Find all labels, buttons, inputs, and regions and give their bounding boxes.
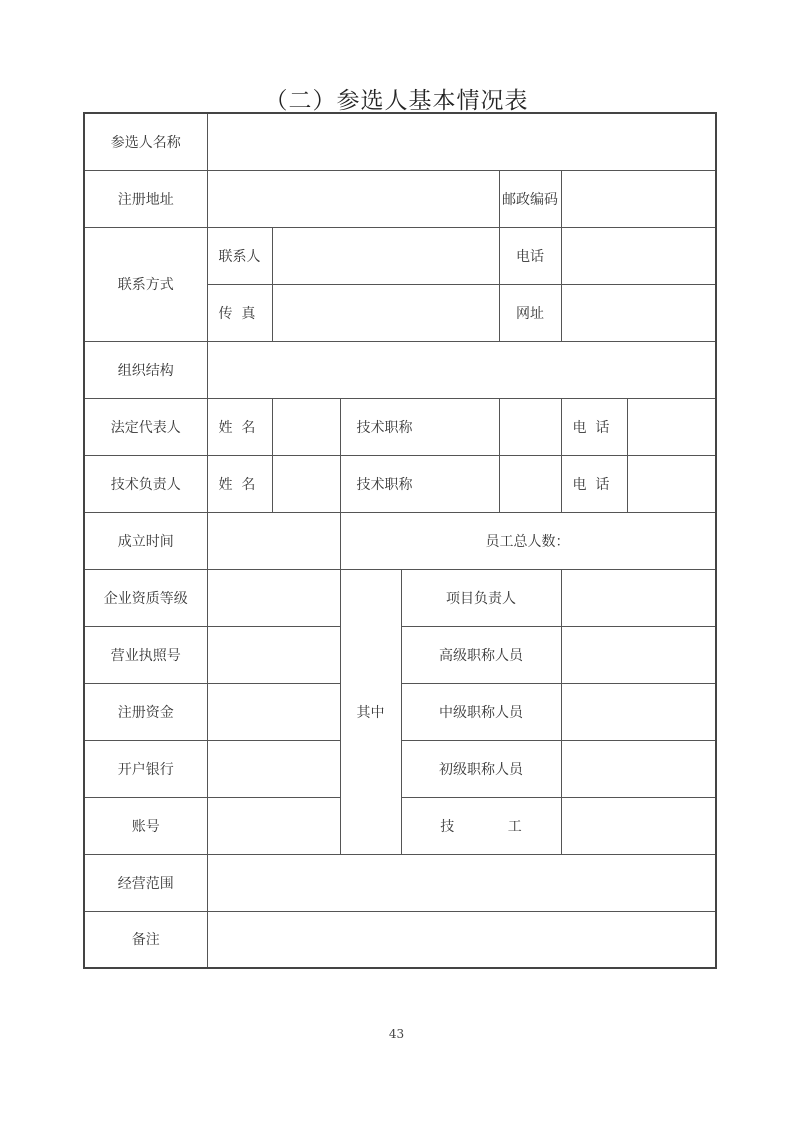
field-website[interactable] bbox=[561, 284, 716, 341]
field-registered-capital[interactable] bbox=[207, 683, 340, 740]
field-business-scope[interactable] bbox=[207, 854, 716, 911]
field-project-lead[interactable] bbox=[561, 569, 716, 626]
label-org-structure: 组织结构 bbox=[84, 341, 207, 398]
label-bank: 开户银行 bbox=[84, 740, 207, 797]
label-among: 其中 bbox=[340, 569, 401, 854]
label-total-staff: 员工总人数： bbox=[340, 512, 716, 569]
label-account: 账号 bbox=[84, 797, 207, 854]
field-tech-lead-tech-title[interactable] bbox=[499, 455, 561, 512]
applicant-info-table bbox=[83, 112, 717, 969]
label-tech-lead: 技术负责人 bbox=[84, 455, 207, 512]
field-applicant-name[interactable] bbox=[207, 113, 716, 170]
label-tech-lead-phone: 电 话 bbox=[561, 455, 627, 512]
label-legal-rep-phone: 电 话 bbox=[561, 398, 627, 455]
field-legal-rep-phone[interactable] bbox=[627, 398, 716, 455]
field-qualification[interactable] bbox=[207, 569, 340, 626]
label-technician: 技 工 bbox=[401, 797, 561, 854]
field-fax[interactable] bbox=[272, 284, 499, 341]
label-qualification: 企业资质等级 bbox=[84, 569, 207, 626]
field-established[interactable] bbox=[207, 512, 340, 569]
label-applicant-name: 参选人名称 bbox=[84, 113, 207, 170]
field-org-structure[interactable] bbox=[207, 341, 716, 398]
field-middle-staff[interactable] bbox=[561, 683, 716, 740]
label-legal-representative: 法定代表人 bbox=[84, 398, 207, 455]
field-technician[interactable] bbox=[561, 797, 716, 854]
field-tech-lead-phone[interactable] bbox=[627, 455, 716, 512]
field-legal-rep-name[interactable] bbox=[272, 398, 340, 455]
label-business-scope: 经营范围 bbox=[84, 854, 207, 911]
field-tech-lead-name[interactable] bbox=[272, 455, 340, 512]
label-tech-lead-tech-title: 技术职称 bbox=[340, 455, 499, 512]
label-contact-method: 联系方式 bbox=[84, 227, 207, 341]
field-remarks[interactable] bbox=[207, 911, 716, 968]
field-phone[interactable] bbox=[561, 227, 716, 284]
field-junior-staff[interactable] bbox=[561, 740, 716, 797]
label-contact-person: 联系人 bbox=[207, 227, 272, 284]
label-senior-staff: 高级职称人员 bbox=[401, 626, 561, 683]
field-account[interactable] bbox=[207, 797, 340, 854]
field-legal-rep-tech-title[interactable] bbox=[499, 398, 561, 455]
page-number: 43 bbox=[388, 1027, 405, 1041]
page-title: （二）参选人基本情况表 bbox=[264, 88, 529, 114]
label-legal-rep-tech-title: 技术职称 bbox=[340, 398, 499, 455]
label-postcode: 邮政编码 bbox=[499, 170, 561, 227]
label-registered-capital: 注册资金 bbox=[84, 683, 207, 740]
label-established: 成立时间 bbox=[84, 512, 207, 569]
label-project-lead: 项目负责人 bbox=[401, 569, 561, 626]
label-junior-staff: 初级职称人员 bbox=[401, 740, 561, 797]
label-legal-rep-name: 姓 名 bbox=[207, 398, 272, 455]
label-tech-lead-name: 姓 名 bbox=[207, 455, 272, 512]
label-phone: 电话 bbox=[499, 227, 561, 284]
field-bank[interactable] bbox=[207, 740, 340, 797]
field-registered-address[interactable] bbox=[207, 170, 499, 227]
label-middle-staff: 中级职称人员 bbox=[401, 683, 561, 740]
field-senior-staff[interactable] bbox=[561, 626, 716, 683]
field-license-no[interactable] bbox=[207, 626, 340, 683]
label-website: 网址 bbox=[499, 284, 561, 341]
label-license-no: 营业执照号 bbox=[84, 626, 207, 683]
label-remarks: 备注 bbox=[84, 911, 207, 968]
field-postcode[interactable] bbox=[561, 170, 716, 227]
field-contact-person[interactable] bbox=[272, 227, 499, 284]
label-fax: 传 真 bbox=[207, 284, 272, 341]
label-registered-address: 注册地址 bbox=[84, 170, 207, 227]
